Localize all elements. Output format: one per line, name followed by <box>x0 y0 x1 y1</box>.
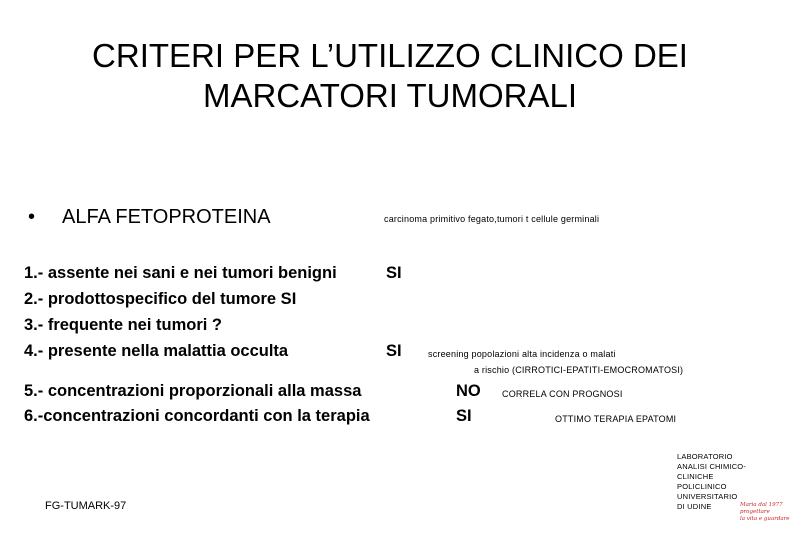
criterion-6-answer: SI <box>456 407 472 425</box>
lab-line: LABORATORIO <box>677 452 733 461</box>
slide-title <box>0 36 780 116</box>
logo-line: la vita e guardare <box>740 516 790 522</box>
criterion-6-note: OTTIMO TERAPIA EPATOMI <box>555 414 677 424</box>
lab-line: DI UDINE <box>677 502 712 511</box>
criterion-4-note-line-2: a rischio (CIRROTICI-EPATITI-EMOCROMATOSI) <box>474 365 684 375</box>
criterion-4: 4.- presente nella malattia occulta <box>24 342 289 360</box>
criterion-4-answer: SI <box>386 342 402 360</box>
criterion-6: 6.-concentrazioni concordanti con la terapia <box>24 407 370 425</box>
lab-logo-mark <box>740 502 790 523</box>
document-code: FG-TUMARK-97 <box>45 500 127 512</box>
criterion-5-note: CORRELA CON PROGNOSI <box>502 389 623 399</box>
criterion-5-answer: NO <box>456 382 481 400</box>
bullet-heading: ALFA FETOPROTEINA <box>62 206 271 228</box>
lab-line: UNIVERSITARIO <box>677 492 738 501</box>
criterion-1: 1.- assente nei sani e nei tumori benigni <box>24 264 337 282</box>
slide-title-line-2: MARCATORI TUMORALI <box>202 77 578 114</box>
slide-title-line-1: CRITERI PER L’UTILIZZO CLINICO DEI <box>92 37 688 74</box>
criterion-2: 2.- prodottospecifico del tumore SI <box>24 290 297 308</box>
criterion-5: 5.- concentrazioni proporzionali alla massa <box>24 382 362 400</box>
bullet-note: carcinoma primitivo fegato,tumori t cellule germinali <box>384 214 600 224</box>
criterion-3: 3.- frequente nei tumori ? <box>24 316 223 334</box>
lab-signature <box>677 452 746 512</box>
lab-line: POLICLINICO <box>677 482 727 491</box>
logo-line: progettare <box>740 509 770 515</box>
criterion-4-note-line-1: screening popolazioni alta incidenza o malati <box>428 349 616 359</box>
criterion-1-answer: SI <box>386 264 402 282</box>
logo-line: Maria dal 1977 <box>740 502 783 508</box>
lab-line: CLINICHE <box>677 472 714 481</box>
lab-line: ANALISI CHIMICO- <box>677 462 747 471</box>
bullet-point-icon: • <box>28 206 36 228</box>
